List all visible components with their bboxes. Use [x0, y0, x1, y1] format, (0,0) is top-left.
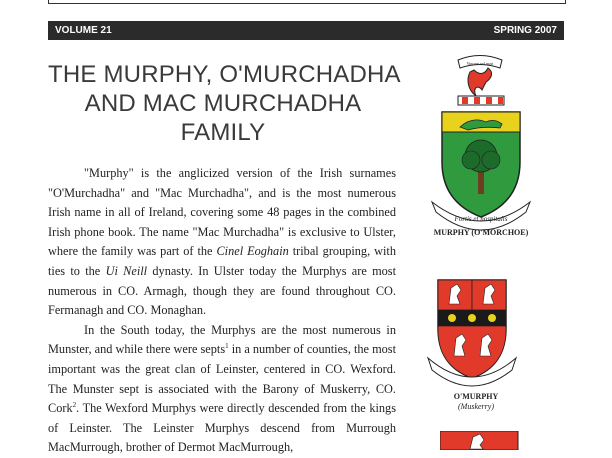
- text-segment: . The Wexford Murphys were directly descended from the kings of Leinster. The Leinster Murphys descend from Murrough MacMurrough, brother of Dermot MacMurrough,: [48, 401, 396, 455]
- crest-scroll-text: Vincere vel mori: [466, 61, 494, 66]
- text-segment: tribal grouping, with ties to the: [48, 244, 396, 278]
- crest-caption: O'MURPHY: [453, 392, 499, 401]
- season-label: SPRING 2007: [493, 25, 557, 36]
- title-line: AND MAC MURCHADHA: [84, 90, 362, 117]
- top-border-box: [48, 0, 566, 4]
- murphy-crest-image: [422, 52, 540, 234]
- text-segment: in a number of counties, the most important was the great clan of Leinster, centered in CO. Wexford. The Munster sept is associated with the Barony of Muskerry, CO. Cork: [48, 342, 396, 416]
- third-crest-image: [440, 431, 520, 450]
- title-line: THE MURPHY, O'MURCHADHA: [48, 61, 401, 88]
- crest-motto-text: Fortis et hospitalis: [454, 215, 508, 223]
- text-segment-italic: Cinel Eoghain: [216, 244, 289, 259]
- text-segment: "Murphy" is the anglicized version of the Irish surnames "O'Murchadha" and "Mac Murchadha", and is the most numerous Irish name in all of Ireland, covering some 48 pages in the combined Irish phone book. The name "Mac Murchadha" is exclusive to Ulster, where the family was part of the: [48, 166, 396, 259]
- header-banner: [48, 21, 564, 40]
- article-title: [48, 60, 401, 147]
- text-segment: In the South today, the Murphys are the most numerous in Munster, and while there were septs: [48, 322, 396, 357]
- text-segment-italic: Ui Neill: [105, 263, 148, 278]
- paragraph: [48, 321, 396, 458]
- crest-subcaption: (Muskerry): [458, 402, 494, 411]
- omurphy-crest-image: [424, 278, 534, 396]
- paragraph: [48, 164, 396, 321]
- footnote-ref[interactable]: 2: [72, 401, 77, 410]
- footnote-ref[interactable]: 1: [225, 342, 229, 351]
- title-line: FAMILY: [180, 119, 266, 146]
- article-body: [48, 164, 396, 458]
- text-segment: dynasty. In Ulster today the Murphys are most numerous in CO. Armagh, though they are found throughout CO. Fermanagh and CO. Monaghan.: [48, 263, 397, 318]
- crest-caption: MURPHY (O'MORCHOE): [433, 228, 529, 237]
- volume-label: VOLUME 21: [55, 25, 112, 36]
